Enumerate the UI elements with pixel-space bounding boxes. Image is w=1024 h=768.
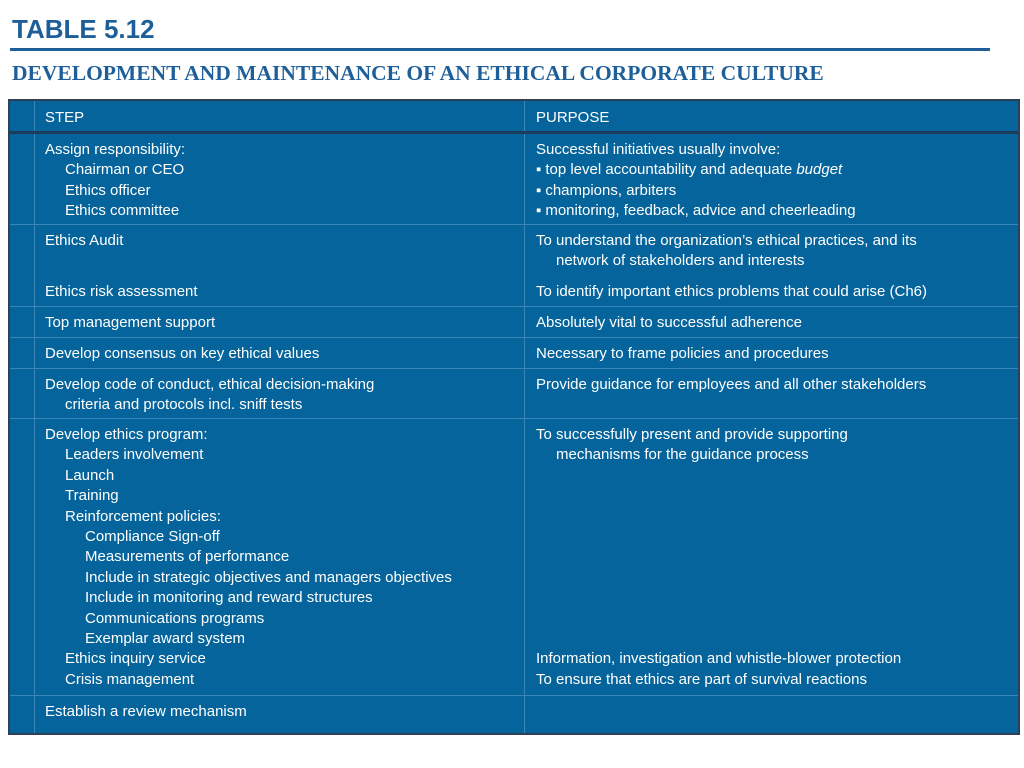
step-line: Develop code of conduct, ethical decision-making: [45, 376, 375, 393]
table-row: [10, 307, 1018, 337]
step-cell: [35, 134, 525, 224]
step-line: Include in monitoring and reward structures: [85, 589, 373, 607]
purpose-line: Necessary to frame policies and procedures: [536, 345, 829, 362]
step-line: Training: [65, 487, 119, 505]
step-line: Include in strategic objectives and managers objectives: [85, 568, 452, 586]
purpose-bullet: ▪ monitoring, feedback, advice and cheerleading: [536, 201, 1018, 221]
purpose-line: To ensure that ethics are part of survival reactions: [536, 670, 867, 688]
ethics-table: [8, 99, 1020, 735]
table-row: [10, 134, 1018, 224]
purpose-cell: [526, 307, 1018, 337]
table-row: [10, 225, 1018, 306]
purpose-line: Information, investigation and whistle-blower protection: [536, 650, 902, 668]
row-marker: [10, 369, 35, 418]
purpose-cell: [526, 225, 1018, 306]
step-line: Ethics risk assessment: [45, 283, 198, 300]
step-cell: [35, 225, 525, 306]
table-subtitle: DEVELOPMENT AND MAINTENANCE OF AN ETHICAL CORPORATE CULTURE: [12, 61, 824, 85]
step-line: Establish a review mechanism: [45, 703, 247, 720]
purpose-line: Absolutely vital to successful adherence: [536, 314, 802, 331]
row-marker: [10, 696, 35, 733]
purpose-line: Provide guidance for employees and all other stakeholders: [536, 376, 927, 393]
step-line: Top management support: [45, 314, 216, 331]
row-marker: [10, 134, 35, 224]
purpose-line: mechanisms for the guidance process: [556, 446, 809, 464]
row-marker: [10, 225, 35, 306]
step-line: Leaders involvement: [65, 446, 204, 464]
table-row: [10, 696, 1018, 733]
step-cell: [35, 338, 525, 368]
purpose-line: network of stakeholders and interests: [556, 252, 805, 270]
step-line: Develop ethics program:: [45, 426, 208, 443]
purpose-line: To understand the organization’s ethical practices, and its: [536, 232, 917, 249]
purpose-emphasis: budget: [796, 161, 843, 179]
step-line: Ethics officer: [65, 181, 151, 199]
step-line: Chairman or CEO: [65, 161, 185, 179]
purpose-cell: [526, 134, 1018, 224]
step-cell: [35, 307, 525, 337]
table-header-row: [10, 101, 1018, 131]
step-cell: [35, 369, 525, 418]
table-row: [10, 419, 1018, 695]
step-line: Compliance Sign-off: [85, 528, 220, 546]
step-line: Crisis management: [65, 670, 195, 688]
purpose-line: To successfully present and provide supporting: [536, 426, 848, 443]
step-line: criteria and protocols incl. sniff tests: [65, 396, 303, 414]
purpose-cell: [526, 369, 1018, 418]
row-marker: [10, 307, 35, 337]
header-purpose: PURPOSE: [536, 109, 610, 126]
purpose-bullet: [536, 160, 1018, 180]
step-line: Exemplar award system: [85, 630, 246, 648]
title-rule: [10, 48, 990, 51]
purpose-line: Successful initiatives usually involve:: [536, 141, 781, 158]
purpose-cell: [526, 419, 1018, 695]
row-marker: [10, 101, 35, 131]
step-line: Ethics committee: [65, 202, 180, 220]
step-line: Launch: [65, 466, 115, 484]
step-line: Ethics inquiry service: [65, 650, 206, 668]
step-line: Measurements of performance: [85, 548, 290, 566]
step-line: Reinforcement policies:: [65, 507, 221, 525]
table-number-title: TABLE 5.12: [12, 14, 155, 44]
step-line: Develop consensus on key ethical values: [45, 345, 320, 362]
purpose-bullet: ▪ champions, arbiters: [536, 181, 1018, 201]
table-row: [10, 338, 1018, 368]
purpose-line: To identify important ethics problems that could arise (Ch6): [536, 283, 928, 300]
step-line: Assign responsibility:: [45, 141, 186, 158]
purpose-cell: [526, 696, 1018, 733]
purpose-cell: [526, 338, 1018, 368]
table-row: [10, 369, 1018, 418]
row-marker: [10, 419, 35, 695]
step-cell: [35, 696, 525, 733]
step-cell: [35, 419, 525, 695]
row-marker: [10, 338, 35, 368]
header-step: STEP: [35, 101, 525, 131]
step-line: Ethics Audit: [45, 232, 124, 249]
step-line: Communications programs: [85, 609, 265, 627]
purpose-text: top level accountability and adequate: [545, 161, 797, 179]
